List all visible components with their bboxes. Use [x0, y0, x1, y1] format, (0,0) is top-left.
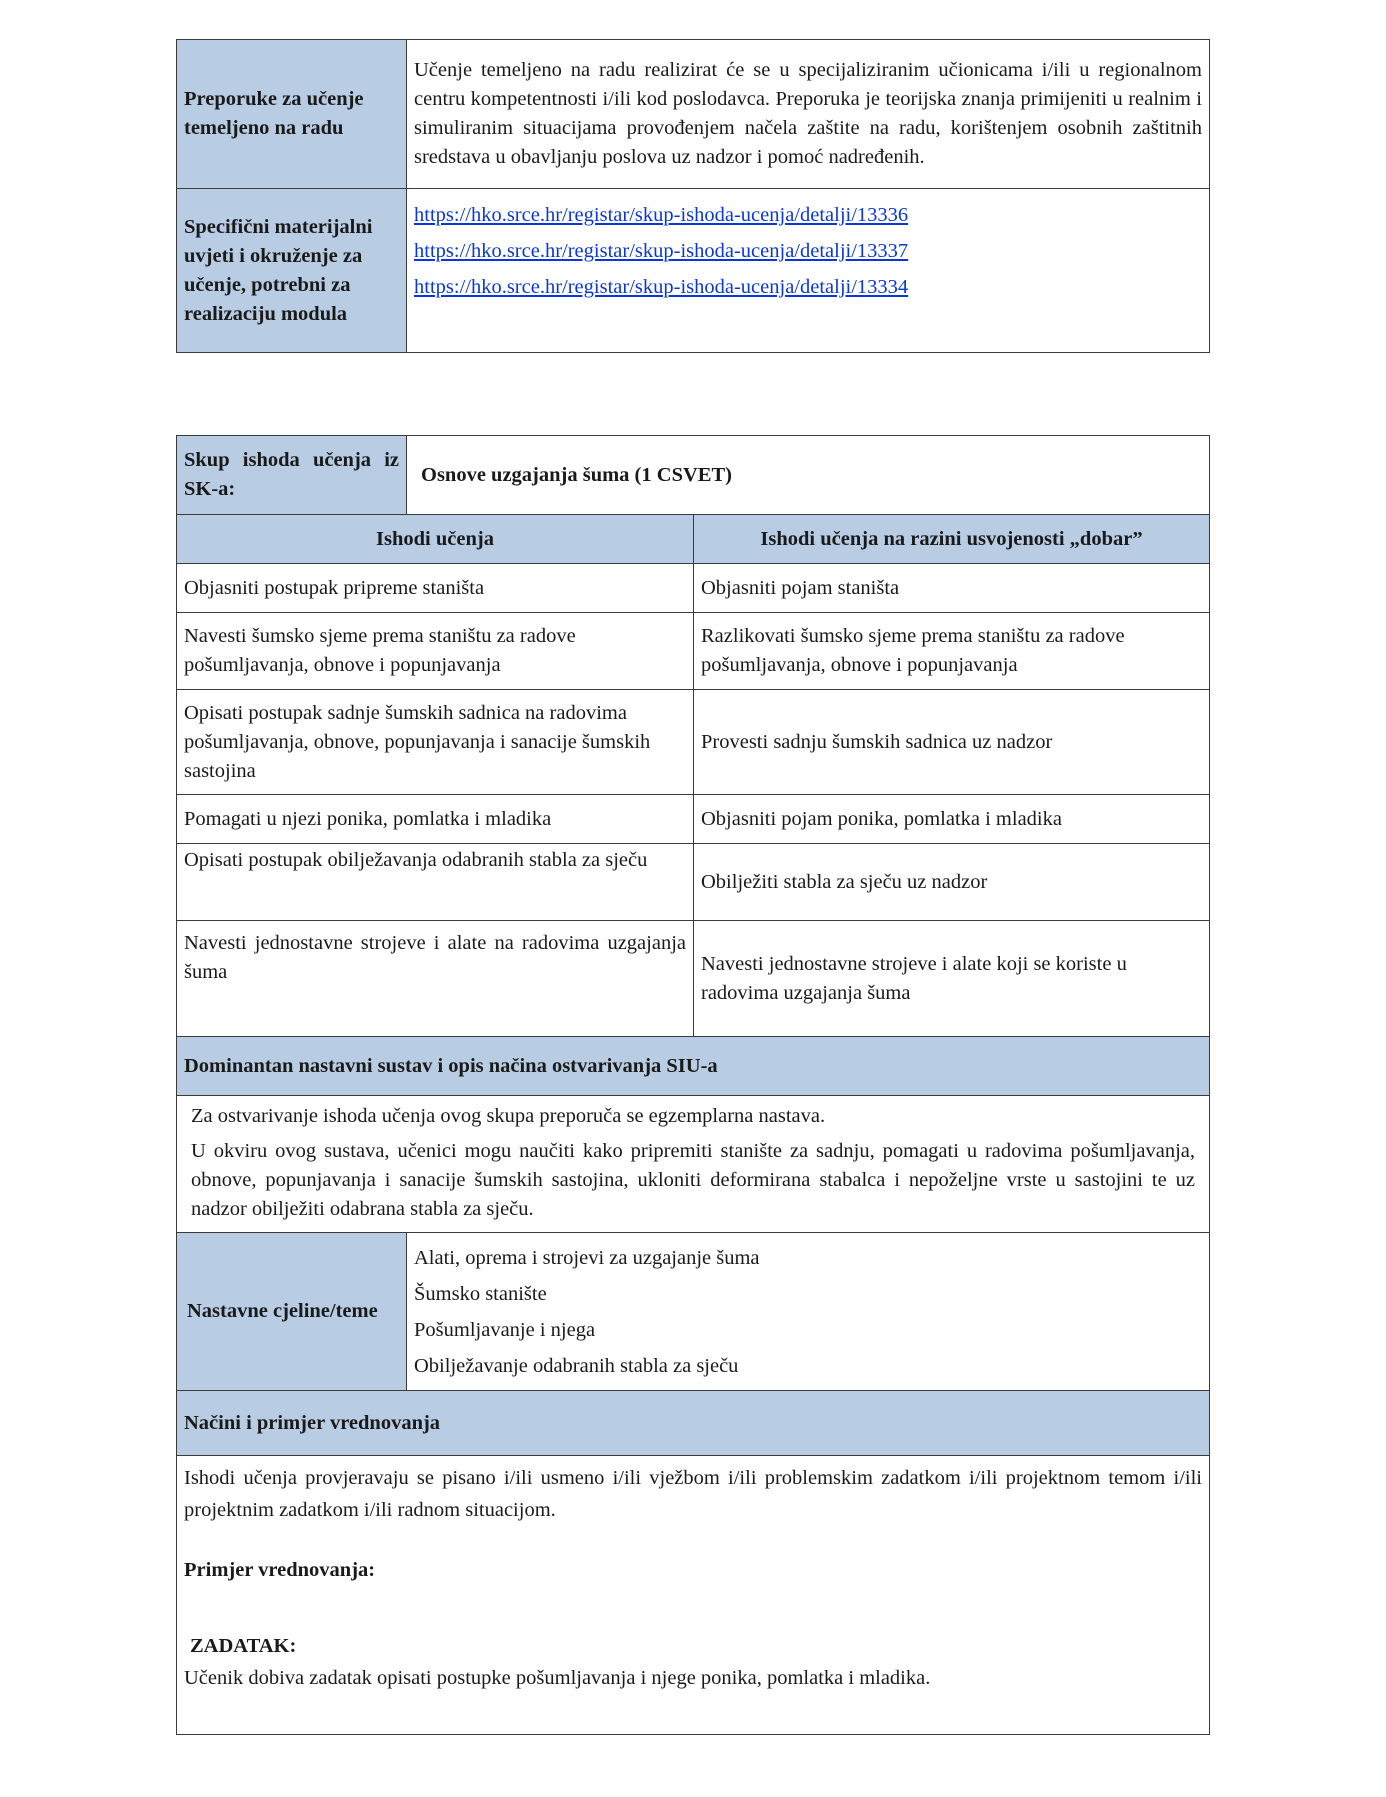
task-text: Učenik dobiva zadatak opisati postupke pošumljavanja i njege ponika, pomlatka i mladika. — [184, 1667, 931, 1689]
outcome-good-cell: Provesti sadnju šumskih sadnica uz nadzor — [694, 690, 1210, 795]
hko-link[interactable]: https://hko.srce.hr/registar/skup-ishoda-ucenja/detalji/13337 — [414, 240, 909, 262]
task-label: ZADATAK: — [190, 1635, 297, 1657]
paragraph: U okviru ovog sustava, učenici mogu naučiti kako pripremiti stanište za sadnju, pomagati u radovima pošumljavanja, obnove, popunjavanja i sanacije šumskih sastojina, ukloniti deformirana stabalca i nepoželjne vrste u sastojini te uz nadzor obilježiti odabrana stabla za sječu. — [191, 1140, 1195, 1220]
row-label: Preporuke za učenje temeljeno na radu — [177, 40, 407, 189]
unit-item: Obilježavanje odabranih stabla za sječu — [414, 1354, 739, 1377]
outcome-good-cell: Objasniti pojam staništa — [694, 564, 1210, 613]
unit-item: Šumsko stanište — [414, 1282, 547, 1305]
evaluation-heading: Načini i primjer vrednovanja — [177, 1391, 1210, 1456]
table-row — [177, 1233, 1210, 1391]
outcome-cell: Pomagati u njezi ponika, pomlatka i mladika — [177, 795, 694, 844]
table-row — [177, 690, 1210, 795]
unit-item: Alati, oprema i strojevi za uzgajanje šuma — [414, 1246, 760, 1269]
section-header-row — [177, 1391, 1210, 1456]
table-row — [177, 795, 1210, 844]
outcome-good-cell: Objasniti pojam ponika, pomlatka i mladika — [694, 795, 1210, 844]
learning-outcomes-table — [176, 435, 1210, 1735]
example-label: Primjer vrednovanja: — [184, 1559, 376, 1581]
table-row — [177, 564, 1210, 613]
outcome-set-label: Skup ishoda učenja iz SK-a: — [177, 436, 407, 515]
document-page — [176, 39, 1210, 1735]
table-row — [177, 1096, 1210, 1233]
outcome-good-cell: Razlikovati šumsko sjeme prema staništu za radove pošumljavanja, obnove i popunjavanja — [694, 613, 1210, 690]
column-header-row — [177, 515, 1210, 564]
table-row — [177, 921, 1210, 1037]
unit-item: Pošumljavanje i njega — [414, 1318, 596, 1341]
work-based-learning-text: Učenje temeljeno na radu realizirat će se u specijaliziranim učionicama i/ili u regionalnom centru kompetentnosti i/ili kod poslodavca. Preporuka je teorijska znanja primijeniti u realnim i simuliranim situacijama provođenjem načela zaštite na radu, korištenjem osobnih zaštitnih sredstava u obavljanju poslova uz nadzor i pomoć nadređenih. — [407, 40, 1210, 189]
hko-link[interactable]: https://hko.srce.hr/registar/skup-ishoda-ucenja/detalji/13334 — [414, 276, 909, 298]
outcome-set-title: Osnove uzgajanja šuma (1 CSVET) — [407, 436, 1210, 515]
teaching-system-heading: Dominantan nastavni sustav i opis načina ostvarivanja SIU-a — [177, 1037, 1210, 1096]
teaching-system-body — [177, 1096, 1210, 1233]
module-requirements-table — [176, 39, 1210, 353]
table-row — [177, 1456, 1210, 1735]
outcome-cell: Objasniti postupak pripreme staništa — [177, 564, 694, 613]
table-row — [177, 844, 1210, 921]
units-label: Nastavne cjeline/teme — [177, 1233, 407, 1391]
evaluation-text: Ishodi učenja provjeravaju se pisano i/ili usmeno i/ili vježbom i/ili problemskim zadatkom i/ili projektnom temom i/ili projektnim zadatkom i/ili radnom situacijom. — [184, 1467, 1202, 1521]
column-header: Ishodi učenja — [177, 515, 694, 564]
row-label: Specifični materijalni uvjeti i okruženje za učenje, potrebni za realizaciju modula — [177, 189, 407, 353]
evaluation-body — [177, 1456, 1210, 1735]
column-header: Ishodi učenja na razini usvojenosti „dobar” — [694, 515, 1210, 564]
outcome-good-cell: Obilježiti stabla za sječu uz nadzor — [694, 844, 1210, 921]
section-header-row — [177, 1037, 1210, 1096]
units-list — [407, 1233, 1210, 1391]
table-row — [177, 40, 1210, 189]
outcome-cell: Opisati postupak sadnje šumskih sadnica na radovima pošumljavanja, obnove, popunjavanja i sanacije šumskih sastojina — [177, 690, 694, 795]
paragraph: Za ostvarivanje ishoda učenja ovog skupa preporuča se egzemplarna nastava. — [191, 1105, 826, 1127]
hko-link[interactable]: https://hko.srce.hr/registar/skup-ishoda-ucenja/detalji/13336 — [414, 204, 909, 226]
table-row — [177, 189, 1210, 353]
outcome-cell: Opisati postupak obilježavanja odabranih stabla za sječu — [177, 844, 694, 921]
table-row — [177, 613, 1210, 690]
table-row — [177, 436, 1210, 515]
links-cell — [407, 189, 1210, 353]
outcome-good-cell: Navesti jednostavne strojeve i alate koji se koriste u radovima uzgajanja šuma — [694, 921, 1210, 1037]
outcome-cell: Navesti jednostavne strojeve i alate na radovima uzgajanja šuma — [177, 921, 694, 1037]
outcome-cell: Navesti šumsko sjeme prema staništu za radove pošumljavanja, obnove i popunjavanja — [177, 613, 694, 690]
